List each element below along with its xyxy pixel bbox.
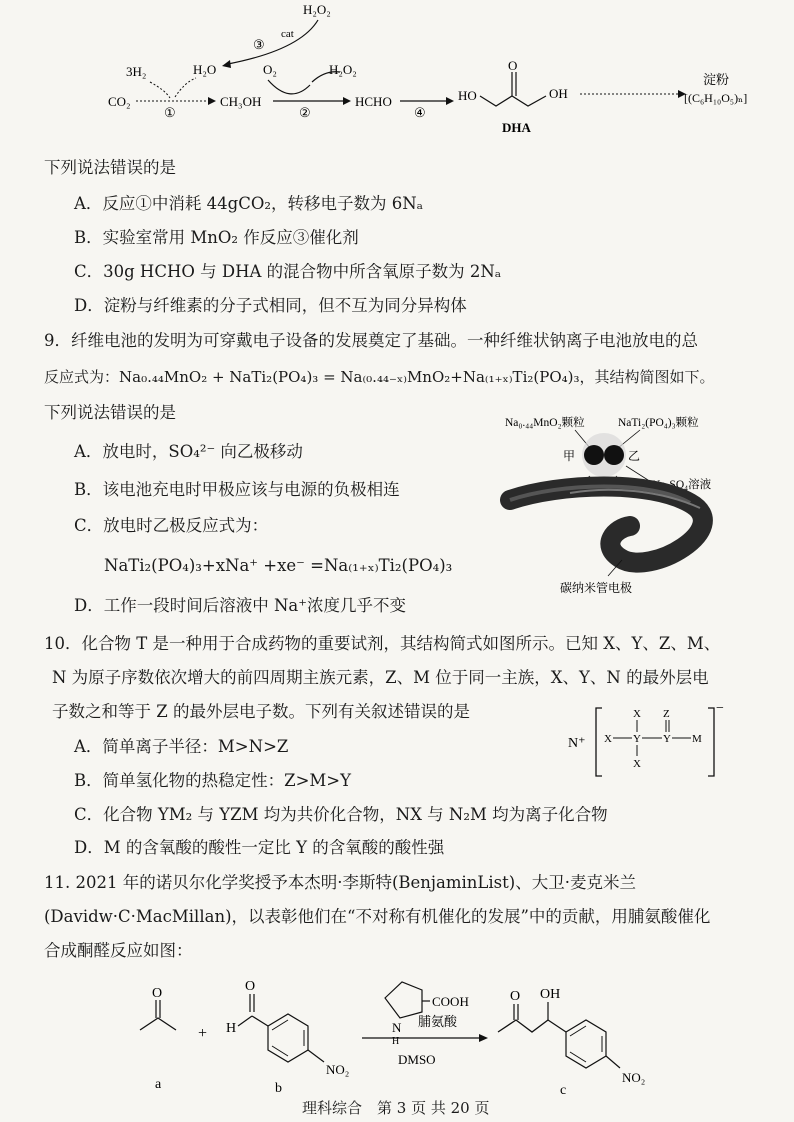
co2-to-starch-scheme xyxy=(0,0,794,150)
struct-x-bottom: X xyxy=(633,758,641,770)
fig-particle-right xyxy=(604,445,624,465)
scheme-proline-n: N xyxy=(392,1020,402,1035)
scheme-3h2: 3H₂ xyxy=(126,64,147,79)
struct-n-plus: N⁺ xyxy=(568,736,586,751)
scheme-dmso: DMSO xyxy=(398,1052,436,1067)
scheme-starch-formula: [(C₆H₁₀O₅)ₙ] xyxy=(684,91,748,105)
scheme-hcho: HCHO xyxy=(355,94,392,109)
fig-solution: Na₂SO₄溶液 xyxy=(652,479,712,491)
fig-jia: 甲 xyxy=(563,449,576,463)
scheme-proline-h: H xyxy=(392,1036,400,1047)
q10-option-d: D．M 的含氧酸的酸性一定比 Y 的含氧酸的酸性强 xyxy=(74,838,445,857)
q9-option-b: B．该电池充电时甲极应该与电源的负极相连 xyxy=(74,480,400,499)
q8-option-a: A．反应①中消耗 44gCO₂，转移电子数为 6Nₐ xyxy=(74,194,424,213)
scheme-plus: + xyxy=(198,1025,208,1042)
scheme-proline-label: 脯氨酸 xyxy=(418,1014,458,1029)
scheme-cooh: COOH xyxy=(432,994,469,1009)
q8-option-b: B．实验室常用 MnO₂ 作反应③催化剂 xyxy=(74,228,359,247)
q9-option-d: D．工作一段时间后溶液中 Na⁺浓度几乎不变 xyxy=(74,596,406,615)
q9-line2: 反应式为：Na₀.₄₄MnO₂ + NaTi₂(PO₄)₃ = Na₍₀.₄₄₋ₓ₎MnO₂+Na₍₁₊ₓ₎Ti₂(PO₄)₃，其结构简图如下。 xyxy=(44,368,715,386)
struct-x-top: X xyxy=(633,708,641,720)
scheme-starch: 淀粉 xyxy=(703,72,730,87)
scheme-co2: CO₂ xyxy=(108,94,131,109)
scheme-cat: cat xyxy=(281,28,294,40)
scheme-step3: ③ xyxy=(253,37,265,52)
scheme-o2: O₂ xyxy=(263,62,277,77)
q10-line3: 子数之和等于 Z 的最外层电子数。下列有关叙述错误的是 xyxy=(52,702,470,721)
q11-line1: 11. 2021 年的诺贝尔化学奖授予本杰明·李斯特(BenjaminList)、大卫·麦克米兰 xyxy=(44,873,636,892)
q9-option-c: C．放电时乙极反应式为： xyxy=(74,516,269,535)
fig-particle-right-label: NaTi₂(PO₄)₃颗粒 xyxy=(618,417,699,429)
scheme-o-top: O xyxy=(508,58,518,73)
scheme-dha: DHA xyxy=(502,120,531,135)
q8-option-d: D．淀粉与纤维素的分子式相同，但不互为同分异构体 xyxy=(74,296,467,315)
scheme-step2: ② xyxy=(299,105,311,120)
scheme-b-o: O xyxy=(245,979,256,994)
proline-aldol-scheme xyxy=(100,960,720,1100)
page-footer: 理科综合 第 3 页 共 20 页 xyxy=(302,1099,490,1117)
q10-option-b: B．简单氢化物的热稳定性：Z>M>Y xyxy=(74,771,352,790)
fig-yi: 乙 xyxy=(628,449,641,463)
q9-option-a: A．放电时，SO₄²⁻ 向乙极移动 xyxy=(74,442,303,461)
fig-electrode: 碳纳米管电极 xyxy=(560,581,633,595)
struct-y1: Y xyxy=(633,733,641,745)
scheme-b-h: H xyxy=(226,1021,237,1036)
struct-x-left: X xyxy=(604,733,612,745)
q9-option-c-equation: NaTi₂(PO₄)₃+xNa⁺ +xe⁻ =Na₍₁₊ₓ₎Ti₂(PO₄)₃ xyxy=(104,556,453,575)
q11-line3: 合成酮醛反应如图： xyxy=(44,941,193,960)
struct-z: Z xyxy=(663,708,670,720)
scheme-c-oh: OH xyxy=(540,987,561,1002)
scheme-step1: ① xyxy=(164,105,176,120)
fig-particle-left xyxy=(584,445,604,465)
struct-m: M xyxy=(692,733,702,745)
scheme-step4: ④ xyxy=(414,105,426,120)
q10-option-c: C．化合物 YM₂ 与 YZM 均为共价化合物，NX 与 N₂M 均为离子化合物 xyxy=(74,805,608,824)
scheme-b-no2: NO₂ xyxy=(326,1062,350,1077)
struct-charge: − xyxy=(716,701,724,716)
scheme-label-c: c xyxy=(560,1083,567,1098)
scheme-ho: HO xyxy=(458,88,477,103)
scheme-oh: OH xyxy=(549,86,568,101)
scheme-h2o-left: H₂O xyxy=(193,62,217,77)
scheme-a-o: O xyxy=(152,986,163,1001)
q8-stem: 下列说法错误的是 xyxy=(44,158,176,177)
scheme-c-o: O xyxy=(510,989,521,1004)
struct-y2: Y xyxy=(663,733,671,745)
scheme-ch3oh: CH₃OH xyxy=(220,94,262,109)
scheme-label-b: b xyxy=(275,1081,282,1096)
scheme-label-a: a xyxy=(155,1077,162,1092)
scheme-h2o2-top: H₂O₂ xyxy=(303,2,331,17)
fig-particle-left-label: Na₀.₄₄MnO₂颗粒 xyxy=(505,417,585,429)
q10-option-a: A．简单离子半径：M>N>Z xyxy=(74,737,289,756)
scheme-h2o2-right: H₂O₂ xyxy=(329,62,357,77)
compound-t-structure xyxy=(560,700,740,782)
q11-line2: (Davidw·C·MacMillan)，以表彰他们在“不对称有机催化的发展”中的贡献，用脯氨酸催化 xyxy=(44,907,711,926)
q9-stem: 下列说法错误的是 xyxy=(44,403,176,422)
q8-option-c: C．30g HCHO 与 DHA 的混合物中所含氧原子数为 2Nₐ xyxy=(74,262,502,281)
q10-line2: N 为原子序数依次增大的前四周期主族元素，Z、M 位于同一主族，X、Y、N 的最外层电 xyxy=(52,668,709,687)
scheme-c-no2: NO₂ xyxy=(622,1070,646,1085)
q10-line1: 10．化合物 T 是一种用于合成药物的重要试剂，其结构简式如图所示。已知 X、Y、Z、M、 xyxy=(44,634,721,653)
fiber-battery-figure xyxy=(500,408,770,604)
q9-line1: 9．纤维电池的发明为可穿戴电子设备的发展奠定了基础。一种纤维状钠离子电池放电的总 xyxy=(44,331,698,350)
